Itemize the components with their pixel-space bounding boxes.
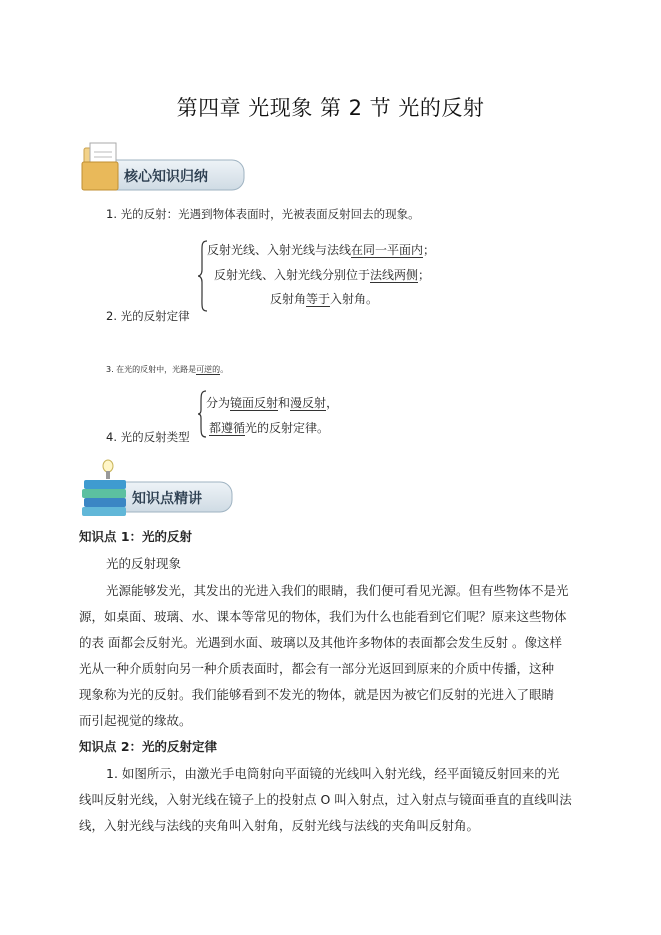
item-2-label: 2. 光的反射定律 [106,309,190,323]
kp1-subheading: 光的反射现象 [106,556,182,571]
kp1-para-line-4: 光从一种介质射向另一种介质表面时，都会有一部分光返回到原来的介质中传播，这种 [79,661,555,676]
item-3: 3. 在光的反射中，光路是可逆的。 [106,365,229,374]
kp1-para-line-6: 而引起视觉的缘故。 [79,713,192,728]
law-line-2: 反射光线、入射光线分别位于法线两侧； [214,268,431,282]
books-lamp-icon [82,460,126,516]
kp2-para-line-1: 1. 如图所示，由激光手电筒射向平面镜的光线叫入射光线，经平面镜反射回来的光 [106,766,560,781]
type-line-1: 分为镜面反射和漫反射， [206,396,339,410]
banner-label: 核心知识归纳 [124,169,208,185]
kp1-para-line-2: 源，如桌面、玻璃、水、课本等常见的物体，我们为什么也能看到它们呢？原来这些物体 [79,609,567,624]
kp2-para-line-2: 线叫反射光线，入射光线在镜子上的投射点 O 叫入射点，过入射点与镜面垂直的直线叫法 [79,792,572,807]
folder-icon [82,143,118,190]
kp1-para-line-1: 光源能够发光，其发出的光进入我们的眼睛，我们便可看见光源。但有些物体不是光 [106,583,569,598]
type-line-2: 都遵循光的反射定律。 [209,421,330,435]
item-1: 1. 光的反射：光遇到物体表面时，光被表面反射回去的现象。 [106,207,420,221]
law-line-1: 反射光线、入射光线与法线在同一平面内； [207,243,436,257]
item-4-label: 4. 光的反射类型 [106,430,190,444]
knowledge-explain-banner [78,458,238,522]
kp1-heading: 知识点 1：光的反射 [79,529,193,544]
kp2-para-line-3: 线，入射光线与法线的夹角叫入射角，反射光线与法线的夹角叫反射角。 [79,818,480,833]
kp1-para-line-3: 的表 面都会反射光。光遇到水面、玻璃以及其他许多物体的表面都会发生反射 。像这样 [79,635,562,650]
law-line-3: 反射角等于入射角。 [270,292,379,306]
kp1-para-line-5: 现象称为光的反射。我们能够看到不发光的物体，就是因为被它们反射的光进入了眼睛 [79,687,555,702]
core-knowledge-banner [78,140,248,198]
banner-label: 知识点精讲 [132,491,202,507]
kp2-heading: 知识点 2：光的反射定律 [79,739,218,754]
page-title: 第四章 光现象 第 2 节 光的反射 [176,96,485,120]
